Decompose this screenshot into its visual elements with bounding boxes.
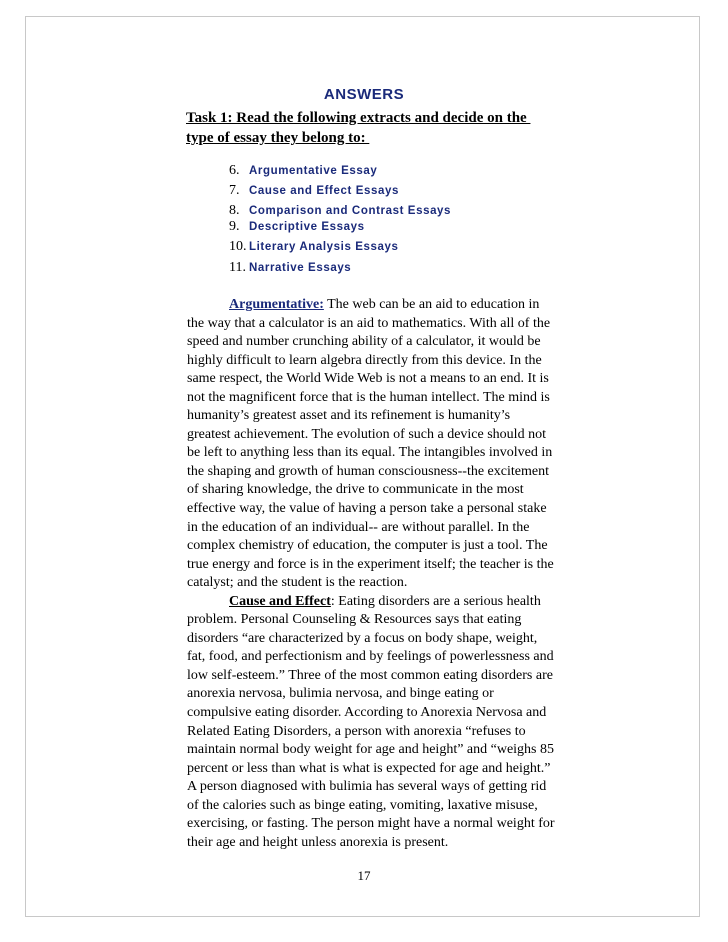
task-instruction-line-2: type of essay they belong to: xyxy=(186,130,370,146)
answer-number: 10. xyxy=(229,239,247,254)
argumentative-label: Argumentative: xyxy=(229,297,324,312)
answer-number: 7. xyxy=(229,183,240,198)
answer-number: 11. xyxy=(229,260,246,275)
task-instruction-line-1: Task 1: Read the following extracts and decide on the xyxy=(186,110,531,126)
page-heading: ANSWERS xyxy=(323,86,405,103)
answer-number: 6. xyxy=(229,163,240,178)
answer-item xyxy=(229,217,365,235)
cause-effect-text: : Eating disorders are a serious health problem. Personal Counseling & Resources says that eating disorders “are characterized by a focus on body shape, weight, fat, food, and perfectionism and by feelings of powerlessness and low self-esteem.” Three of the most common eating disorders are anorexia nervosa, bulimia nervosa, and binge eating or compulsive eating disorder. According to Anorexia Nervosa and Related Eating Disorders, a person with anorexia “refuses to maintain normal body weight for age and height” and “weighs 85 percent or less than what is what is expected for age and height.” A person diagnosed with bulimia has several ways of getting rid of the calories such as binge eating, vomiting, laxative misuse, exercising, or fasting. The person might have a normal weight for their age and height unless anorexia is present. xyxy=(187,593,555,850)
answer-number: 9. xyxy=(229,219,240,234)
answer-text: Descriptive Essays xyxy=(249,221,365,233)
answer-item xyxy=(229,237,399,255)
argumentative-text: The web can be an aid to education in the way that a calculator is an aid to mathematics. With all of the speed and number crunching ability of a calculator, it would be highly difficult to learn algebra directly from this device. In the same respect, the World Wide Web is not a means to an end. It is not the magnificent force that is the human intellect. The mind is humanity’s greatest asset and its refinement is humanity’s greatest achievement. The evolution of such a device should not be left to anything less than its equal. The intangibles involved in the shaping and growth of human consciousness--the excitement of sharing knowledge, the drive to communicate in the most effective way, the value of having a person take a personal stake in the education of an individual-- are without parallel. In the complex chemistry of education, the computer is just a tool. The true energy and force is in the experiment itself; the teacher is the catalyst; and the student is the reaction. xyxy=(187,297,554,591)
answer-text: Cause and Effect Essays xyxy=(249,185,399,197)
cause-effect-paragraph xyxy=(187,593,557,853)
argumentative-paragraph xyxy=(187,296,557,593)
answer-number: 8. xyxy=(229,203,240,218)
answer-text: Literary Analysis Essays xyxy=(249,241,399,253)
page-number: 17 xyxy=(357,868,371,883)
task-instruction xyxy=(186,108,566,148)
answer-text: Comparison and Contrast Essays xyxy=(249,205,452,217)
answer-item xyxy=(229,181,399,199)
answer-text: Argumentative Essay xyxy=(249,165,378,177)
answer-text: Narrative Essays xyxy=(249,262,352,274)
essay-body xyxy=(187,296,557,852)
answer-item xyxy=(229,161,377,179)
answer-item xyxy=(229,258,351,276)
cause-effect-label: Cause and Effect xyxy=(229,593,331,609)
